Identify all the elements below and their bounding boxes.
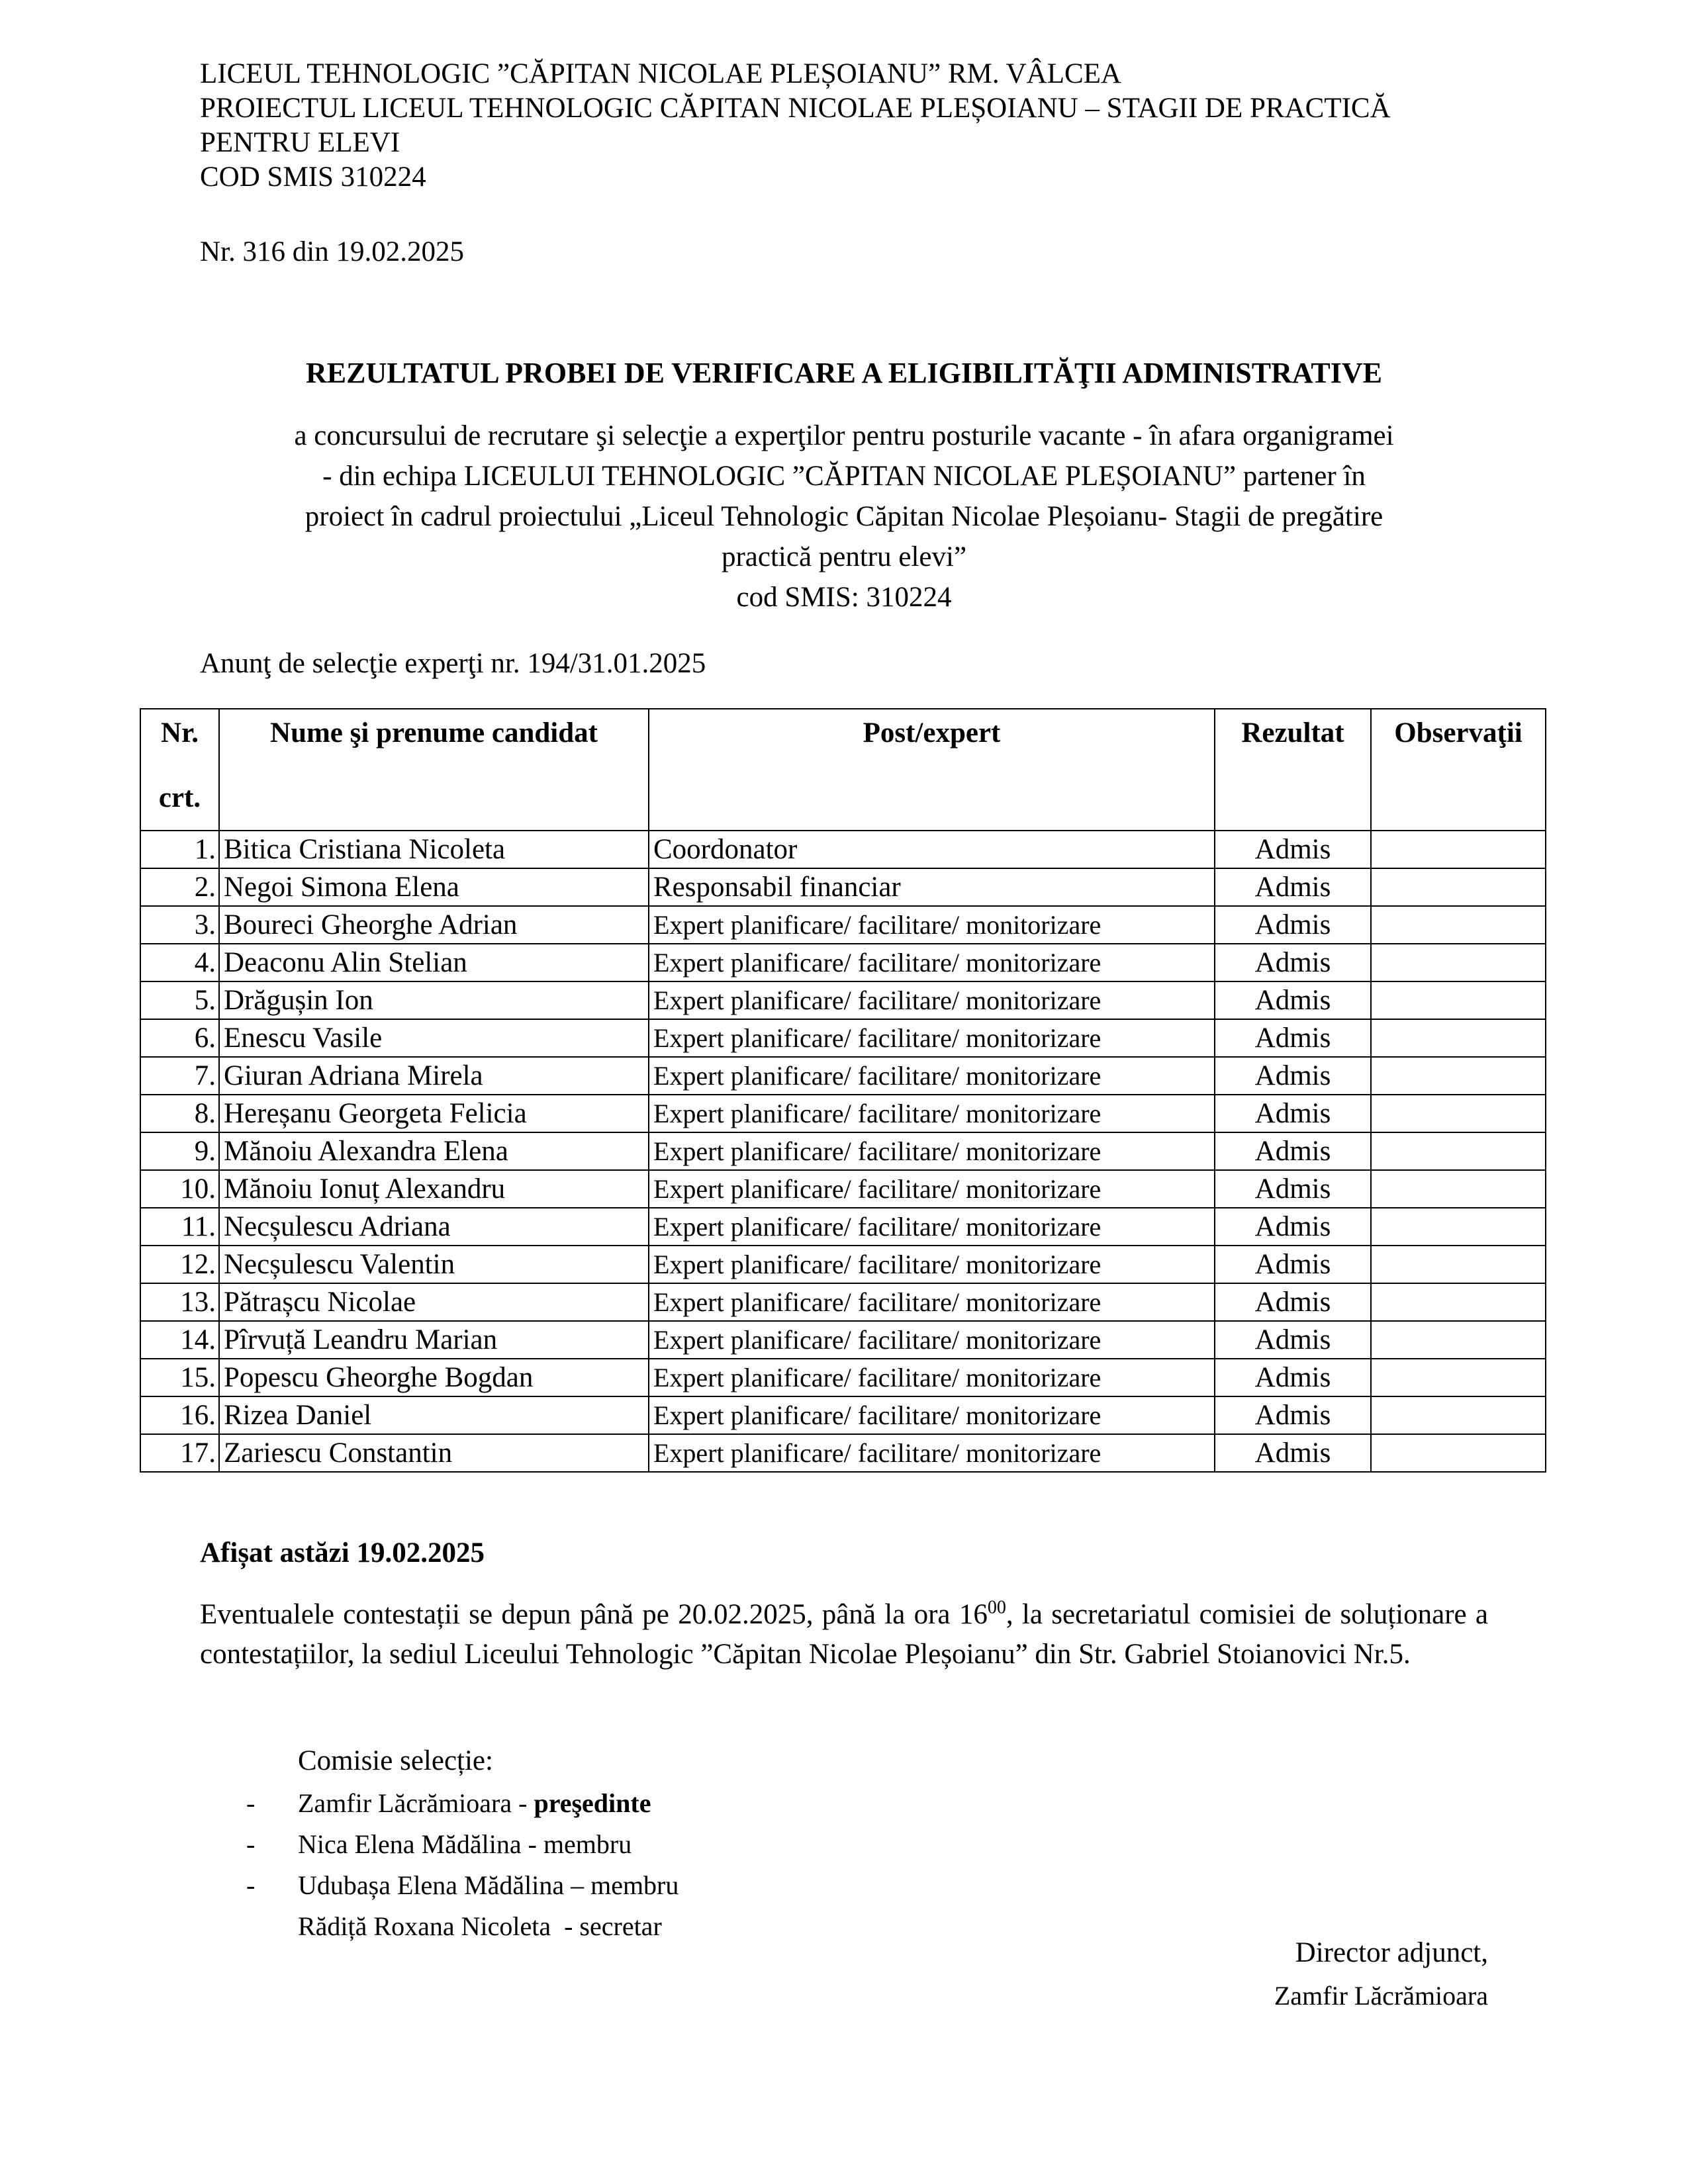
document-title: REZULTATUL PROBEI DE VERIFICARE A ELIGIBILITĂŢII ADMINISTRATIVE [305, 357, 1383, 389]
table-row [140, 1396, 1546, 1434]
committee-member [246, 1865, 679, 1906]
committee-member-name: Zamfir Lăcrămioara - [298, 1788, 534, 1818]
candidate-result: Admis [1215, 1283, 1371, 1321]
candidate-result: Admis [1215, 1057, 1371, 1095]
row-number: 3. [140, 906, 219, 944]
committee-member [246, 1906, 679, 1947]
candidate-name: Rizea Daniel [219, 1396, 649, 1434]
candidate-name: Deaconu Alin Stelian [219, 944, 649, 981]
candidate-post: Expert planificare/ facilitare/ monitorizare [649, 906, 1215, 944]
row-number: 12. [140, 1246, 219, 1283]
intro-paragraph [199, 416, 1489, 617]
row-number: 13. [140, 1283, 219, 1321]
results-table [140, 708, 1546, 1473]
table-row [140, 1095, 1546, 1132]
row-number: 16. [140, 1396, 219, 1434]
signature-name: Zamfir Lăcrămioara [1274, 1981, 1488, 2011]
row-number: 9. [140, 1132, 219, 1170]
committee-member-role: preşedinte [534, 1788, 651, 1818]
intro-line: proiect în cadrul proiectului „Liceul Tehnologic Căpitan Nicolae Pleșoianu- Stagii de pregătire [305, 501, 1383, 532]
intro-line: cod SMIS: 310224 [736, 582, 952, 613]
row-number: 11. [140, 1208, 219, 1246]
posted-date: Afișat astăzi 19.02.2025 [200, 1537, 485, 1569]
header-line: PROIECTUL LICEUL TEHNOLOGIC CĂPITAN NICOLAE PLEȘOIANU – STAGII DE PRACTICĂ [200, 93, 1391, 124]
header-line: PENTRU ELEVI [200, 127, 400, 158]
column-header-nr-line1: Nr. [161, 717, 199, 749]
table-row [140, 906, 1546, 944]
candidate-name: Drăgușin Ion [219, 981, 649, 1019]
table-row [140, 1283, 1546, 1321]
candidate-post: Expert planificare/ facilitare/ monitorizare [649, 944, 1215, 981]
committee-member-role: membru [543, 1829, 632, 1859]
contestation-hour-minutes: 00 [987, 1597, 1006, 1618]
table-row [140, 1321, 1546, 1359]
intro-line: a concursului de recrutare şi selecţie a experţilor pentru posturile vacante - în afara organigramei [294, 420, 1394, 451]
row-number: 7. [140, 1057, 219, 1095]
candidate-name: Hereșanu Georgeta Felicia [219, 1095, 649, 1132]
candidate-result: Admis [1215, 1434, 1371, 1472]
candidate-post: Expert planificare/ facilitare/ monitorizare [649, 1434, 1215, 1472]
row-number: 8. [140, 1095, 219, 1132]
candidate-notes [1371, 1246, 1546, 1283]
candidate-post: Expert planificare/ facilitare/ monitorizare [649, 981, 1215, 1019]
candidate-post: Responsabil financiar [649, 868, 1215, 906]
candidate-post: Coordonator [649, 831, 1215, 868]
candidate-post: Expert planificare/ facilitare/ monitorizare [649, 1019, 1215, 1057]
row-number: 1. [140, 831, 219, 868]
candidate-notes [1371, 1359, 1546, 1396]
intro-line: - din echipa LICEULUI TEHNOLOGIC ”CĂPITAN NICOLAE PLEȘOIANU” partener în [322, 461, 1366, 492]
candidate-notes [1371, 1208, 1546, 1246]
table-header-row [140, 709, 1546, 831]
table-body [140, 831, 1546, 1472]
table-row [140, 1359, 1546, 1396]
candidate-name: Popescu Gheorghe Bogdan [219, 1359, 649, 1396]
column-header-post: Post/expert [649, 709, 1215, 831]
intro-line: practică pentru elevi” [721, 541, 967, 572]
row-number: 4. [140, 944, 219, 981]
row-number: 5. [140, 981, 219, 1019]
candidate-post: Expert planificare/ facilitare/ monitorizare [649, 1095, 1215, 1132]
candidate-name: Enescu Vasile [219, 1019, 649, 1057]
table-row [140, 1170, 1546, 1208]
candidate-result: Admis [1215, 1132, 1371, 1170]
column-header-result: Rezultat [1215, 709, 1371, 831]
committee-list [246, 1783, 679, 1947]
candidate-post: Expert planificare/ facilitare/ monitorizare [649, 1359, 1215, 1396]
committee-title: Comisie selecție: [298, 1745, 493, 1776]
column-header-notes: Observaţii [1371, 709, 1546, 831]
candidate-name: Pîrvuță Leandru Marian [219, 1321, 649, 1359]
column-header-nr [140, 709, 219, 831]
candidate-post: Expert planificare/ facilitare/ monitorizare [649, 1057, 1215, 1095]
candidate-notes [1371, 1132, 1546, 1170]
candidate-result: Admis [1215, 1321, 1371, 1359]
table-row [140, 1246, 1546, 1283]
candidate-name: Pătrașcu Nicolae [219, 1283, 649, 1321]
candidate-post: Expert planificare/ facilitare/ monitorizare [649, 1170, 1215, 1208]
candidate-name: Giuran Adriana Mirela [219, 1057, 649, 1095]
candidate-post: Expert planificare/ facilitare/ monitorizare [649, 1321, 1215, 1359]
candidate-post: Expert planificare/ facilitare/ monitorizare [649, 1246, 1215, 1283]
candidate-notes [1371, 906, 1546, 944]
candidate-result: Admis [1215, 1396, 1371, 1434]
announcement-reference: Anunţ de selecţie experţi nr. 194/31.01.2025 [200, 648, 706, 679]
candidate-notes [1371, 1434, 1546, 1472]
candidate-notes [1371, 868, 1546, 906]
committee-member-name: Udubașa Elena Mădălina – [298, 1870, 591, 1900]
candidate-name: Necșulescu Adriana [219, 1208, 649, 1246]
committee-member-name: Rădiță Roxana Nicoleta - [298, 1911, 580, 1941]
committee-member-role: secretar [579, 1911, 662, 1941]
candidate-result: Admis [1215, 944, 1371, 981]
candidate-notes [1371, 944, 1546, 981]
candidate-notes [1371, 1170, 1546, 1208]
table-row [140, 868, 1546, 906]
candidate-post: Expert planificare/ facilitare/ monitorizare [649, 1396, 1215, 1434]
contestation-text-rest: , la secretariatul comisiei de soluționare a contestațiilor, la sediul Liceului Tehnologic ”Căpitan Nicolae Pleșoianu” din Str. Gabriel Stoianovici Nr.5. [200, 1599, 1488, 1670]
candidate-result: Admis [1215, 906, 1371, 944]
committee-member-role: membru [590, 1870, 679, 1900]
candidate-notes [1371, 1283, 1546, 1321]
header-line: COD SMIS 310224 [200, 161, 426, 193]
candidate-result: Admis [1215, 1095, 1371, 1132]
row-number: 2. [140, 868, 219, 906]
column-header-nr-line2: crt. [158, 782, 201, 813]
candidate-result: Admis [1215, 981, 1371, 1019]
candidate-name: Mănoiu Alexandra Elena [219, 1132, 649, 1170]
candidate-name: Zariescu Constantin [219, 1434, 649, 1472]
candidate-result: Admis [1215, 1170, 1371, 1208]
row-number: 17. [140, 1434, 219, 1472]
candidate-result: Admis [1215, 1359, 1371, 1396]
document-header [200, 57, 1391, 195]
candidate-post: Expert planificare/ facilitare/ monitorizare [649, 1132, 1215, 1170]
candidate-name: Boureci Gheorghe Adrian [219, 906, 649, 944]
candidate-result: Admis [1215, 1019, 1371, 1057]
candidate-name: Negoi Simona Elena [219, 868, 649, 906]
document-number: Nr. 316 din 19.02.2025 [200, 236, 464, 267]
header-line: LICEUL TEHNOLOGIC ”CĂPITAN NICOLAE PLEȘOIANU” RM. VÂLCEA [200, 58, 1121, 89]
committee-member [246, 1824, 679, 1865]
candidate-post: Expert planificare/ facilitare/ monitorizare [649, 1208, 1215, 1246]
column-header-name: Nume şi prenume candidat [219, 709, 649, 831]
row-number: 6. [140, 1019, 219, 1057]
list-bullet: - [246, 1829, 256, 1859]
candidate-result: Admis [1215, 868, 1371, 906]
table-row [140, 981, 1546, 1019]
candidate-result: Admis [1215, 831, 1371, 868]
candidate-notes [1371, 1095, 1546, 1132]
table-row [140, 1208, 1546, 1246]
signature-title: Director adjunct, [1295, 1937, 1488, 1968]
table-row [140, 1019, 1546, 1057]
candidate-name: Mănoiu Ionuț Alexandru [219, 1170, 649, 1208]
list-bullet: - [246, 1788, 256, 1818]
committee-member-name: Nica Elena Mădălina - [298, 1829, 543, 1859]
row-number: 15. [140, 1359, 219, 1396]
candidate-name: Necșulescu Valentin [219, 1246, 649, 1283]
candidate-notes [1371, 1019, 1546, 1057]
row-number: 14. [140, 1321, 219, 1359]
table-row [140, 1132, 1546, 1170]
table-row [140, 831, 1546, 868]
row-number: 10. [140, 1170, 219, 1208]
candidate-notes [1371, 1057, 1546, 1095]
candidate-notes [1371, 1396, 1546, 1434]
candidate-post: Expert planificare/ facilitare/ monitorizare [649, 1283, 1215, 1321]
candidate-notes [1371, 1321, 1546, 1359]
committee-member [246, 1783, 679, 1824]
table-row [140, 944, 1546, 981]
candidate-result: Admis [1215, 1246, 1371, 1283]
list-bullet: - [246, 1870, 256, 1900]
table-row [140, 1434, 1546, 1472]
contestation-notice [200, 1595, 1488, 1674]
candidate-notes [1371, 981, 1546, 1019]
table-row [140, 1057, 1546, 1095]
candidate-name: Bitica Cristiana Nicoleta [219, 831, 649, 868]
candidate-result: Admis [1215, 1208, 1371, 1246]
contestation-text: Eventualele contestații se depun până pe 20.02.2025, până la ora 16 [200, 1599, 988, 1630]
candidate-notes [1371, 831, 1546, 868]
